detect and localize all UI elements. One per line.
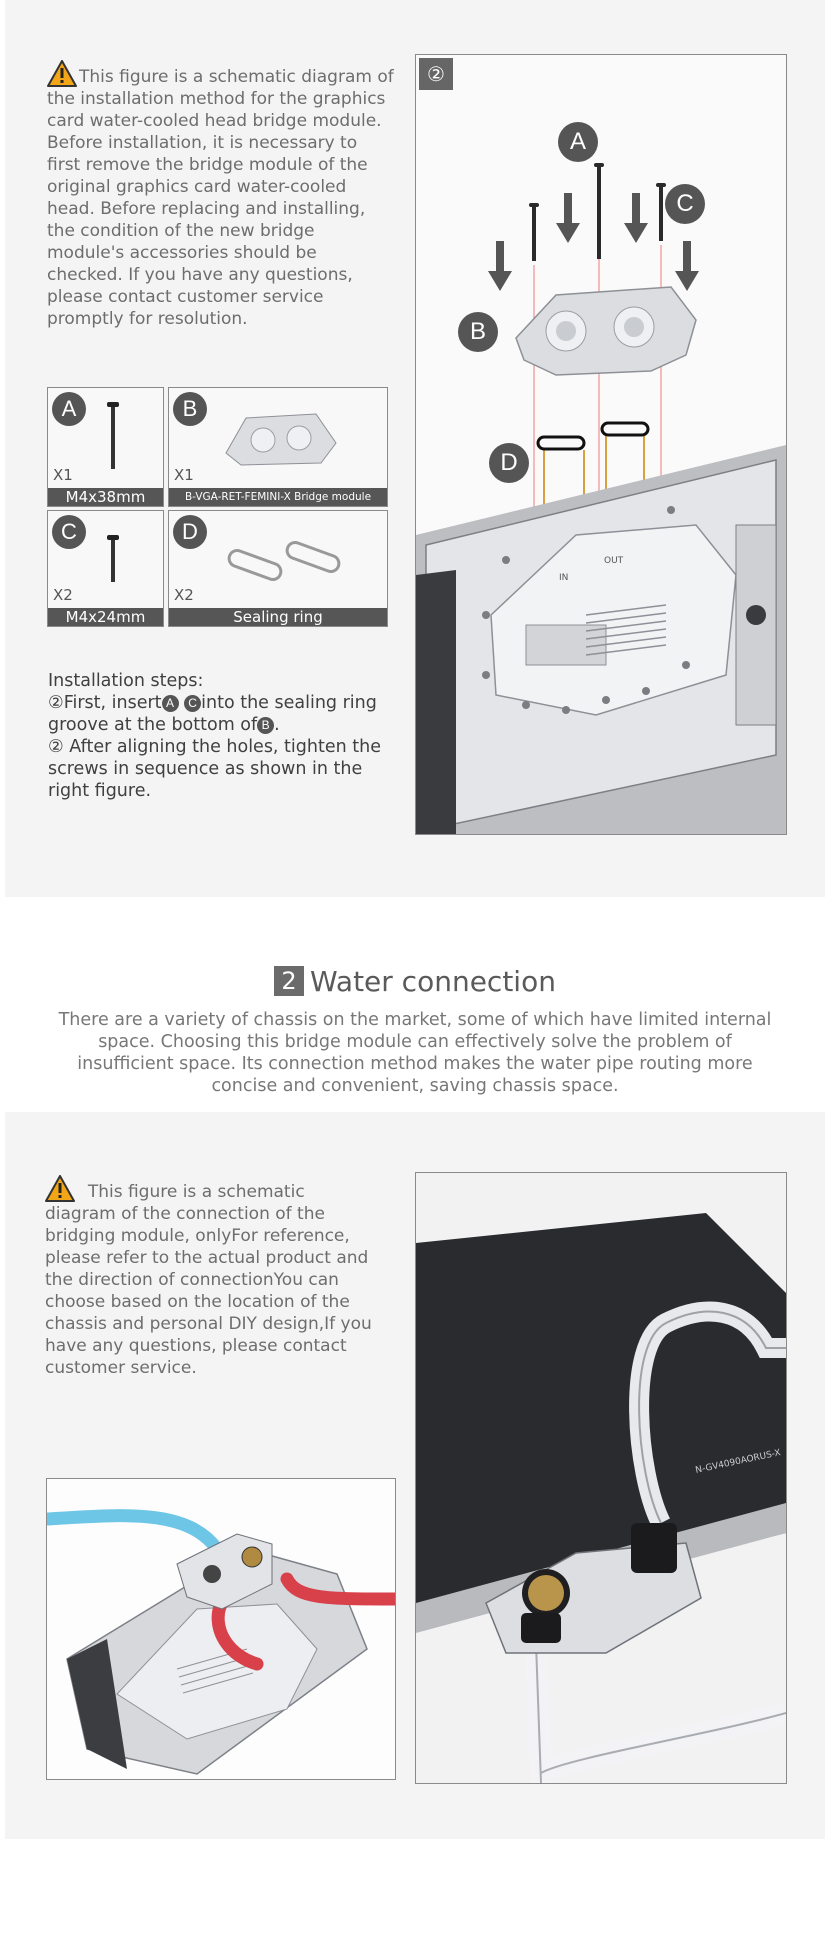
part-a-card [47,387,164,507]
step-2: ② After aligning the holes, tighten the screws in sequence as shown in the right figure. [48,737,381,801]
callout-c: C [665,184,705,224]
part-a-caption: M4x38mm [48,488,163,506]
section-description: There are a variety of chassis on the market, some of which have limited internal space. Choosing this bridge module can effectively solve the problem of insufficient space. Its connection method makes the water pipe routing more concise and convenient, saving chassis space. [58,1010,772,1096]
part-c-card [47,510,164,627]
section-title [0,965,830,998]
installation-steps [48,670,408,802]
warning-icon [45,1175,75,1202]
connection-render-right [415,1172,787,1784]
part-a-qty: X1 [53,466,73,484]
card-in-label: IN [559,573,569,583]
sealing-ring-icon [224,539,344,589]
diagram-step-badge: ② [419,58,453,90]
section-title-text: Water connection [310,965,556,998]
connection-warning [45,1175,375,1379]
part-d-letter: D [173,515,207,549]
step-1-ref-c: C [184,695,201,712]
callout-a: A [558,122,598,162]
step-1 [48,692,408,736]
screw-short-icon [106,535,120,585]
part-b-caption: B-VGA-RET-FEMINI-X Bridge module [169,488,387,506]
part-c-qty: X2 [53,586,73,604]
part-b-card [168,387,388,507]
screw-long-icon [106,402,120,472]
callout-b: B [458,312,498,352]
connection-render-left [46,1478,396,1780]
step-1-ref-b: B [257,717,274,734]
part-d-qty: X2 [174,586,194,604]
step-1-text-end: . [274,715,280,735]
step-1-text-start: ②First, insert [48,693,162,713]
step-1-ref-a: A [162,695,179,712]
part-b-letter: B [173,392,207,426]
connection-warning-text: This figure is a schematic diagram of the connection of the bridging module, onlyFor reference, please refer to the actual product and the direction of connectionYou can choose based on the location of the chassis and personal DIY design,If you have any questions, please contact customer service. [45,1182,372,1378]
section-number: 2 [274,966,304,996]
bridge-module-icon [221,408,341,470]
part-b-qty: X1 [174,466,194,484]
callout-d: D [489,443,529,483]
warning-icon [47,60,77,87]
installation-warning-text: This figure is a schematic diagram of the installation method for the graphics card water-cooled head bridge module. Before installation, it is necessary to first remove the bridge module of the original graphics card water-cooled head. Before replacing and installing, the condition of the new bridge module's accessories should be checked. If you have any questions, please contact customer service promptly for resolution. [47,67,394,329]
part-d-card [168,510,388,627]
part-c-letter: C [52,515,86,549]
part-d-caption: Sealing ring [169,608,387,626]
steps-heading: Installation steps: [48,671,204,691]
installation-warning [47,60,395,330]
card-out-label: OUT [604,556,624,566]
installation-diagram [415,54,787,835]
part-c-caption: M4x24mm [48,608,163,626]
card-model-label: N-GV4090AORUS-X [694,1448,782,1476]
part-a-letter: A [52,392,86,426]
step-1-text-middle: into the sealing ring groove at the bottom of [48,693,377,735]
